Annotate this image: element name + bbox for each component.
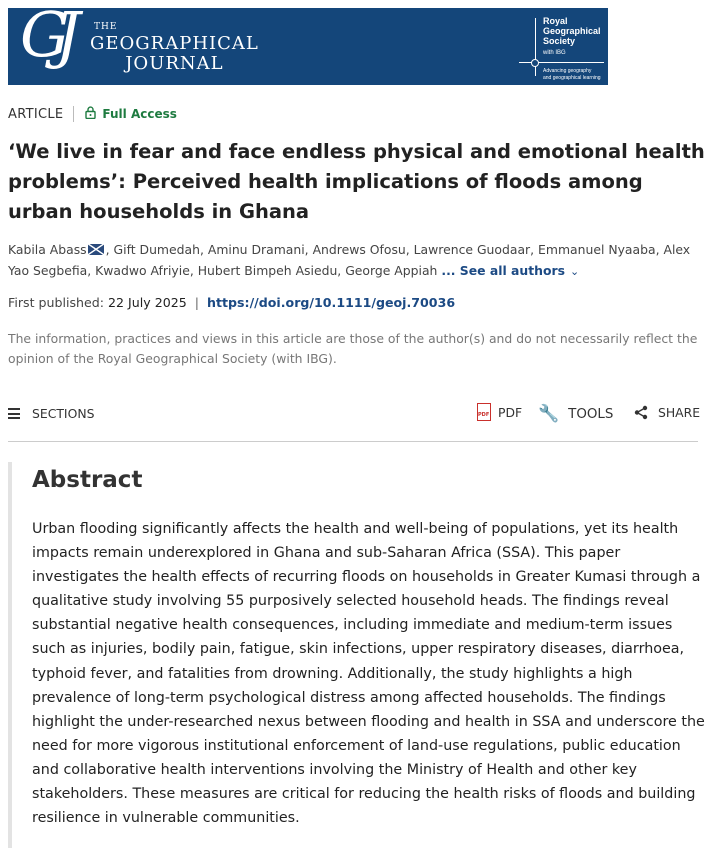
author-link[interactable]: Hubert Bimpeh Asiedu xyxy=(197,263,338,278)
society-ibg: with IBG xyxy=(543,50,566,56)
abstract-text: Urban flooding significantly affects the health and well-being of populations, yet its health impacts remain underexplored in Ghana and sub-Saharan Africa (SSA). This paper investigates the health effects of recurring floods on households in Greater Kumasi through a qualitative study involving 55 purposively selected household heads. The findings reveal substantial negative health consequences, including immediate and medium-term issues such as injuries, bodily pain, fatigue, skin infections, upper respiratory diseases, diarrhoea, typhoid fever, and fatalities from drowning. Additionally, the study highlights a high prevalence of long-term psychological distress among affected households. The findings highlight the under-researched nexus between flooding and health in SSA and underscore the need for more vigorous institutional enforcement of land-use regulations, public education and collaborative health interventions involving the Ministry of Health and other key stakeholders. These measures are critical for reducing the health risks of floods and building resilience in vulnerable communities. xyxy=(32,521,705,827)
journal-monogram: GJ xyxy=(20,8,67,71)
author-list: Kabila Abass , Gift Dumedah, Aminu Dramani, Andrews Ofosu, Lawrence Guodaar, Emmanuel Nyaaba, Alex Yao Segbefia, Kwadwo Afriyie, Hubert Bimpeh Asiedu, George Appiah ... See all authors ⌄ xyxy=(8,242,691,278)
journal-banner[interactable] xyxy=(8,8,608,85)
author-link[interactable]: Andrews Ofosu xyxy=(312,242,406,257)
access-badge: Full Access xyxy=(102,107,177,121)
pdf-icon xyxy=(477,403,491,421)
share-button[interactable] xyxy=(634,405,700,420)
society-logo-dot xyxy=(531,59,539,67)
article-type: ARTICLE xyxy=(8,106,64,122)
author-link[interactable]: Kwadwo Afriyie xyxy=(95,263,190,278)
email-icon[interactable] xyxy=(88,244,104,255)
article-title: ‘We live in fear and face endless physical and emotional health problems’: Perceived health implications of floods among urban households in Ghana xyxy=(8,140,705,223)
list-icon xyxy=(8,408,20,419)
article-toolbar xyxy=(8,403,701,427)
divider xyxy=(73,106,74,122)
author-link[interactable]: George Appiah xyxy=(345,263,438,278)
pdf-label: PDF xyxy=(498,404,523,420)
section-divider xyxy=(8,441,698,442)
first-published-label: First published: xyxy=(8,295,105,310)
author-link[interactable]: Lawrence Guodaar xyxy=(413,242,531,257)
disclaimer-text: The information, practices and views in this article are those of the author(s) and do not necessarily reflect the opinion of the Royal Geographical Society (with IBG). xyxy=(8,331,698,366)
share-label: SHARE xyxy=(658,405,701,420)
abstract-heading: Abstract xyxy=(32,467,143,493)
society-name: Royal Geographical Society xyxy=(543,16,601,46)
abstract-section xyxy=(8,462,708,848)
society-logo-line xyxy=(535,18,536,76)
author-link[interactable]: Emmanuel Nyaaba xyxy=(538,242,656,257)
sections-label: SECTIONS xyxy=(32,406,95,421)
author-link[interactable]: Gift Dumedah xyxy=(113,242,200,257)
lock-icon xyxy=(85,106,96,122)
share-icon xyxy=(634,405,648,420)
sections-button[interactable] xyxy=(8,406,94,421)
wrench-icon: 🔧 xyxy=(538,404,560,424)
journal-title xyxy=(90,23,259,73)
journal-title-the: THE xyxy=(94,22,118,32)
see-all-authors-link[interactable]: ... See all authors xyxy=(441,263,565,278)
doi-link[interactable]: https://doi.org/10.1111/geoj.70036 xyxy=(207,295,456,310)
journal-title-line2: JOURNAL xyxy=(125,53,224,74)
pdf-button[interactable] xyxy=(477,403,522,421)
author-link[interactable]: Kabila Abass xyxy=(8,242,87,257)
tools-label: TOOLS xyxy=(568,406,614,422)
chevron-down-icon[interactable]: ⌄ xyxy=(569,265,580,278)
first-published-date: 22 July 2025 xyxy=(108,295,187,310)
author-link[interactable]: Aminu Dramani xyxy=(207,242,305,257)
publication-info xyxy=(8,295,455,310)
author-link[interactable]: Alex Yao Segbefia xyxy=(8,242,691,278)
article-type-row xyxy=(8,106,177,122)
tools-button[interactable] xyxy=(538,404,613,424)
divider: | xyxy=(194,295,200,310)
journal-title-line1: GEOGRAPHICAL xyxy=(90,33,259,54)
society-tagline: Advancing geography and geographical learning xyxy=(543,68,601,81)
